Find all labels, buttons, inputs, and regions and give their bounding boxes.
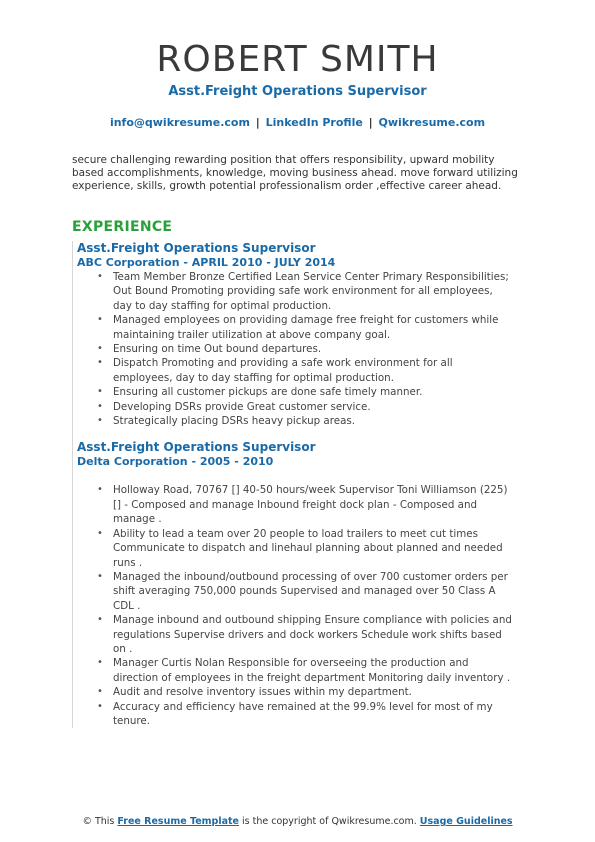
job-meta — [77, 256, 595, 270]
bullet-item: • Accuracy and efficiency have remained at the 99.9% level for most of my tenure. — [113, 700, 595, 729]
bullet-item: • Managed the inbound/outbound processing of over 700 customer orders per shift averaging 750,000 pounds Supervised and managed over 50 Class A CDL . — [113, 570, 595, 613]
footer — [0, 816, 595, 827]
bullet-item: • Team Member Bronze Certified Lean Service Center Primary Responsibilities; Out Bound Promoting providing safe work environment for all employees, day to day staffing for optimal production. — [113, 270, 595, 313]
email-link[interactable]: info@qwikresume.com — [109, 116, 250, 129]
spacer — [77, 469, 595, 483]
job-company: Delta Corporation — [77, 455, 188, 469]
experience-section — [72, 241, 595, 728]
job-entry — [77, 241, 595, 428]
bullet-item: • Ability to lead a team over 20 people to load trailers to meet cut times Communicate to dispatch and linehaul planning about planned and needed runs . — [113, 527, 595, 570]
footer-prefix: © This — [82, 816, 118, 827]
footer-middle: is the copyright of Qwikresume.com. — [239, 816, 420, 827]
bullet-item: • Ensuring on time Out bound departures. — [113, 342, 595, 356]
bullet-item: • Holloway Road, 70767 [] 40-50 hours/week Supervisor Toni Williamson (225) [] - Composed and manage Inbound freight dock plan - Composed and manage . — [113, 483, 595, 526]
job-bullets — [77, 483, 595, 728]
bullet-item: • Developing DSRs provide Great customer service. — [113, 400, 595, 414]
job-entry — [77, 440, 595, 728]
job-company: ABC Corporation — [77, 256, 180, 269]
job-dates: - APRIL 2010 - JULY 2014 — [179, 256, 336, 269]
bullet-item: • Managed employees on providing damage free freight for customers while maintaining trailer utilization at above company goal. — [113, 313, 595, 342]
job-dates: - 2005 - 2010 — [187, 455, 274, 469]
bullet-item: • Ensuring all customer pickups are done safe timely manner. — [113, 385, 595, 399]
contact-separator: | — [368, 116, 373, 129]
bullet-item: • Audit and resolve inventory issues within my department. — [113, 685, 595, 699]
resume-header — [0, 0, 595, 129]
candidate-name: ROBERT SMITH — [156, 39, 439, 80]
job-meta — [77, 455, 595, 469]
job-title: Asst.Freight Operations Supervisor — [77, 440, 316, 455]
website-link[interactable]: Qwikresume.com — [378, 116, 486, 129]
bullet-item: • Strategically placing DSRs heavy pickup areas. — [113, 414, 595, 428]
usage-guidelines-link[interactable]: Usage Guidelines — [419, 816, 513, 827]
experience-heading: EXPERIENCE — [72, 219, 173, 235]
contact-line — [0, 116, 595, 129]
linkedin-link[interactable]: LinkedIn Profile — [265, 116, 363, 129]
job-bullets — [77, 270, 595, 428]
bullet-item: • Manage inbound and outbound shipping Ensure compliance with policies and regulations Supervise drivers and dock workers Schedule work shifts based on . — [113, 613, 595, 656]
job-title: Asst.Freight Operations Supervisor — [77, 241, 316, 255]
candidate-role: Asst.Freight Operations Supervisor — [168, 84, 427, 99]
free-resume-template-link[interactable]: Free Resume Template — [117, 816, 239, 827]
bullet-item: • Dispatch Promoting and providing a safe work environment for all employees, day to day staffing for optimal production. — [113, 356, 595, 385]
bullet-item: • Manager Curtis Nolan Responsible for overseeing the production and direction of employees in the freight department Monitoring daily inventory . — [113, 656, 595, 685]
contact-separator: | — [255, 116, 260, 129]
summary-text: secure challenging rewarding position that offers responsibility, upward mobility based accomplishments, knowledge, moving business ahead. move forward utilizing experience, skills, growth potential professionalism order ,effective career ahead. — [72, 154, 518, 192]
